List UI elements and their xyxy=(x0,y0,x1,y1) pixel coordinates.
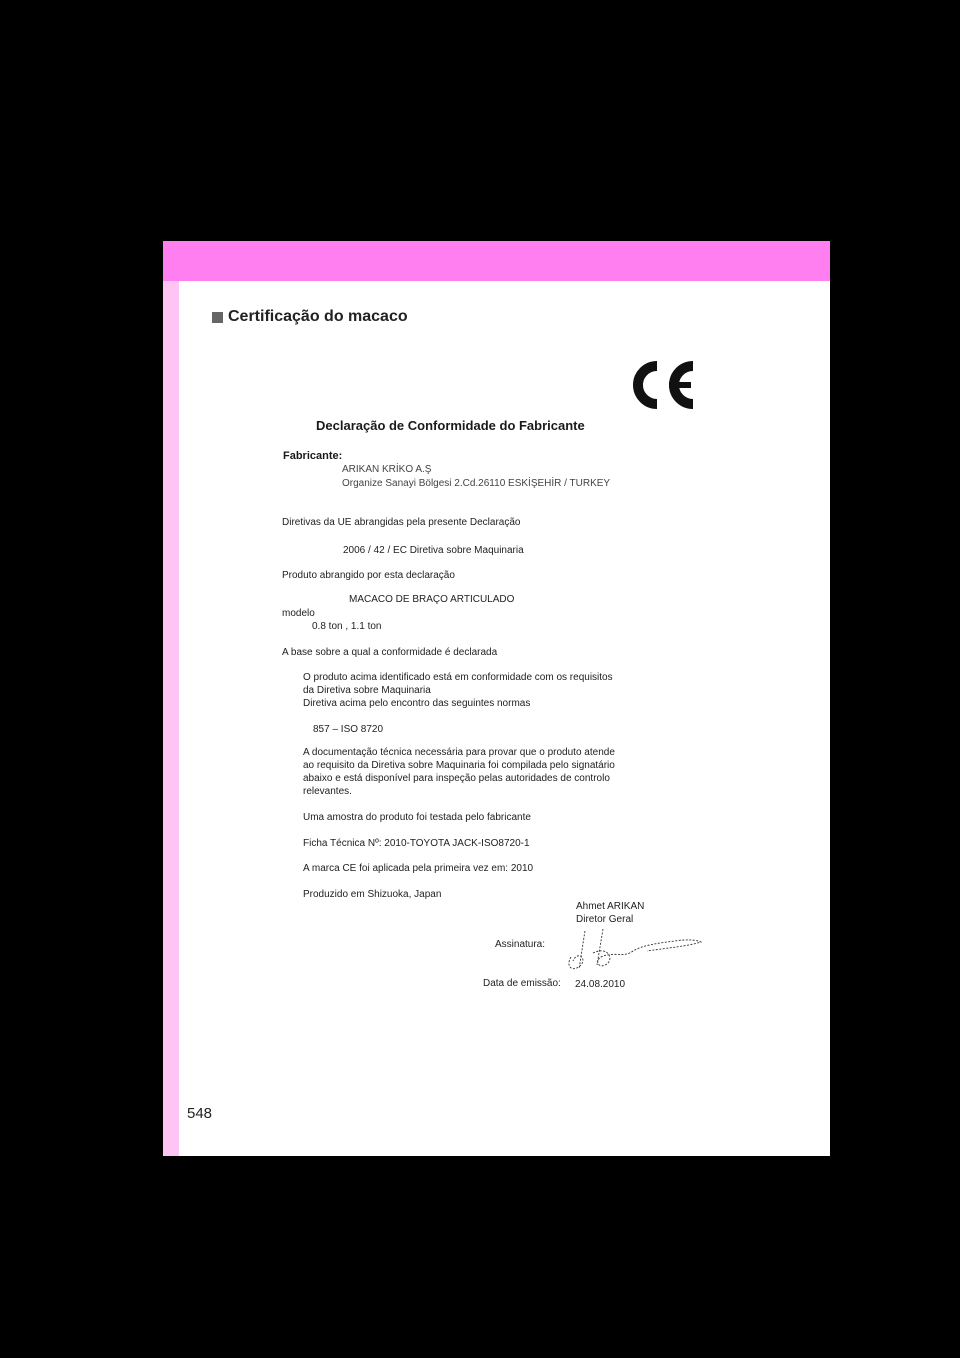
documentation-line: ao requisito da Diretiva sobre Maquinaria foi compilada pelo signatário xyxy=(303,760,615,771)
documentation-line: A documentação técnica necessária para provar que o produto atende xyxy=(303,747,615,758)
signature-label: Assinatura: xyxy=(495,939,546,950)
documentation-line: abaixo e está disponível para inspeção pelas autoridades de controlo xyxy=(303,773,610,784)
conformity-line: Diretiva acima pelo encontro das seguintes normas xyxy=(303,698,531,709)
product-heading: Produto abrangido por esta declaração xyxy=(282,570,455,581)
model-label: modelo xyxy=(282,608,315,619)
model-values: 0.8 ton , 1.1 ton xyxy=(312,621,382,632)
side-band xyxy=(163,281,179,1156)
signatory-title: Diretor Geral xyxy=(576,914,634,925)
conformity-line: da Diretiva sobre Maquinaria xyxy=(303,685,431,696)
issue-date: 24.08.2010 xyxy=(575,979,626,990)
issue-date-label: Data de emissão: xyxy=(483,978,561,989)
ce-mark-icon xyxy=(623,356,698,414)
manufacturer-address: Organize Sanayi Bölgesi 2.Cd.26110 ESKİŞEHİR / TURKEY xyxy=(342,478,611,489)
signature-icon xyxy=(563,927,703,975)
signatory-name: Ahmet ARIKAN xyxy=(576,901,645,912)
documentation-line: relevantes. xyxy=(303,786,352,797)
directives-heading: Diretivas da UE abrangidas pela presente Declaração xyxy=(282,517,521,528)
section-title-text: Certificação do macaco xyxy=(228,308,408,325)
basis-heading: A base sobre a qual a conformidade é declarada xyxy=(282,647,498,658)
manufacturer-name: ARIKAN KRİKO A.Ş xyxy=(342,464,432,475)
conformity-line: O produto acima identificado está em conformidade com os requisitos xyxy=(303,672,613,683)
header-band xyxy=(163,241,830,281)
manual-page xyxy=(163,241,830,1156)
ce-first-applied: A marca CE foi aplicada pela primeira vez em: 2010 xyxy=(303,863,534,874)
sample-tested: Uma amostra do produto foi testada pelo fabricante xyxy=(303,812,531,823)
manufacturer-label: Fabricante: xyxy=(283,450,343,462)
technical-file: Ficha Técnica Nº: 2010-TOYOTA JACK-ISO8720-1 xyxy=(303,838,530,849)
declaration-title: Declaração de Conformidade do Fabricante xyxy=(316,418,585,433)
product-name: MACACO DE BRAÇO ARTICULADO xyxy=(349,594,515,605)
directive-text: 2006 / 42 / EC Diretiva sobre Maquinaria xyxy=(343,545,524,556)
square-bullet-icon xyxy=(212,312,223,323)
standard-text: 857 – ISO 8720 xyxy=(313,724,384,735)
section-title xyxy=(212,308,408,326)
produced-in: Produzido em Shizuoka, Japan xyxy=(303,889,442,900)
page-number: 548 xyxy=(187,1105,213,1122)
